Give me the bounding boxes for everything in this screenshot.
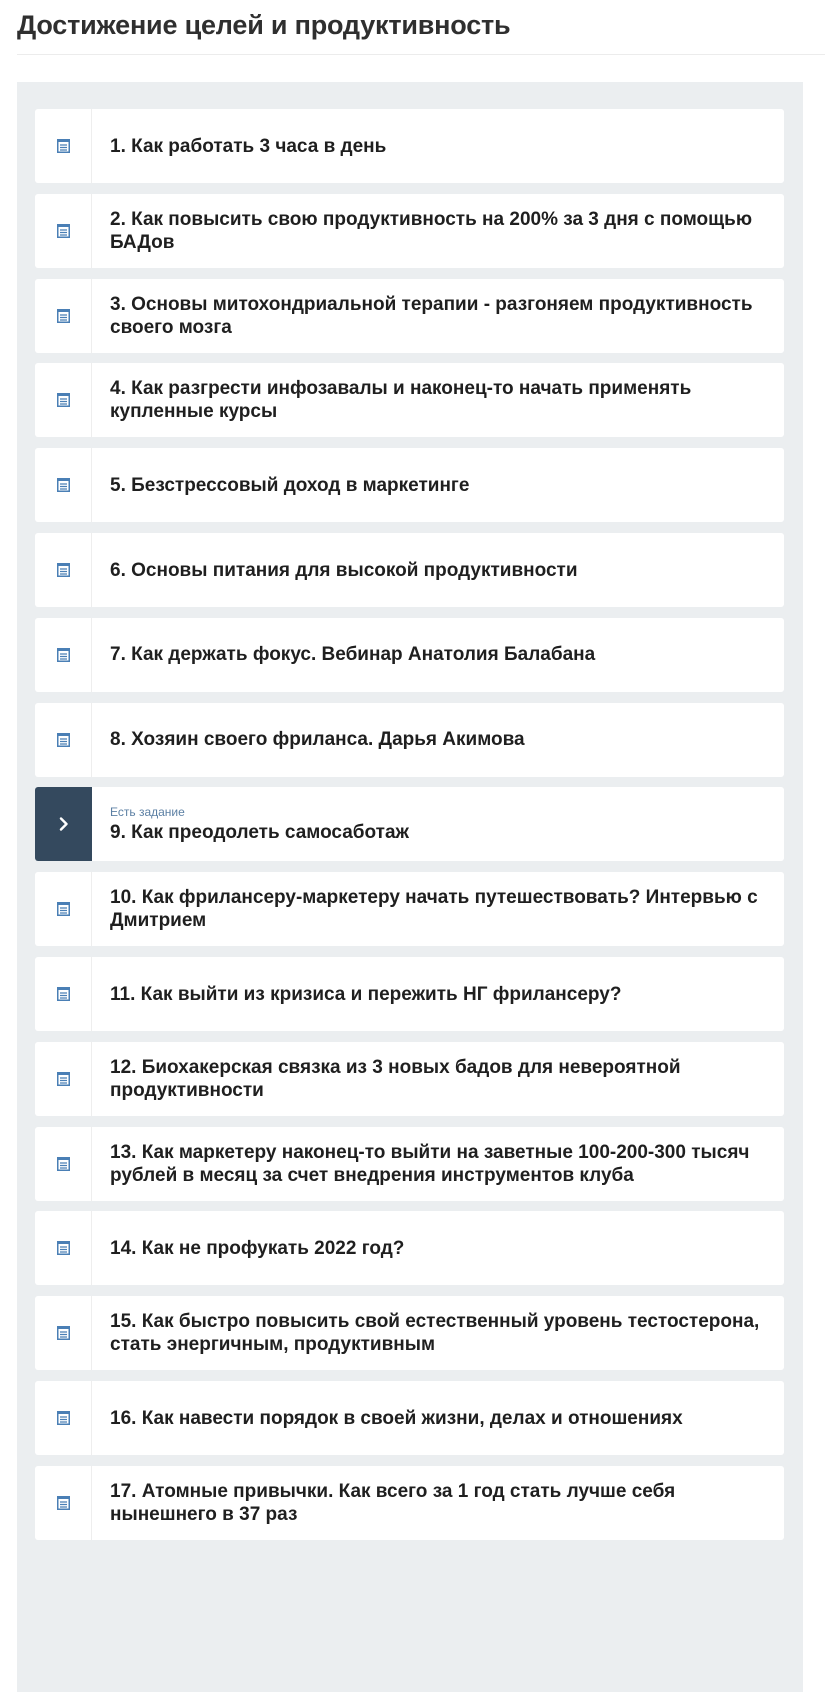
lesson-item[interactable]	[35, 957, 784, 1031]
lesson-text	[110, 194, 772, 268]
lesson-text	[110, 872, 772, 946]
lesson-icon-cell	[35, 194, 92, 268]
lesson-item[interactable]	[35, 1296, 784, 1370]
lesson-icon-cell	[35, 448, 92, 522]
lesson-item[interactable]	[35, 703, 784, 777]
lesson-icon-cell	[35, 363, 92, 437]
lesson-text	[110, 957, 772, 1031]
lesson-title: 15. Как быстро повысить свой естественный уровень тестостерона, стать энергичным, продуктивным	[110, 1311, 760, 1356]
lesson-title: 8. Хозяин своего фриланса. Дарья Акимова	[110, 729, 525, 751]
document-icon	[57, 648, 70, 662]
lesson-icon-cell	[35, 618, 92, 692]
lesson-title: 6. Основы питания для высокой продуктивности	[110, 559, 578, 581]
lesson-icon-cell	[35, 279, 92, 353]
document-icon	[57, 1157, 70, 1171]
lesson-item[interactable]	[35, 194, 784, 268]
lesson-text	[110, 363, 772, 437]
lesson-icon-cell	[35, 1296, 92, 1370]
document-icon	[57, 1326, 70, 1340]
lesson-item[interactable]	[35, 448, 784, 522]
lesson-icon-cell	[35, 787, 92, 861]
lesson-item[interactable]	[35, 279, 784, 353]
lesson-title: 7. Как держать фокус. Вебинар Анатолия Балабана	[110, 644, 596, 666]
lesson-title: 2. Как повысить свою продуктивность на 200% за 3 дня с помощью БАДов	[110, 208, 753, 253]
document-icon	[57, 478, 70, 492]
lesson-text	[110, 1042, 772, 1116]
lesson-title: 11. Как выйти из кризиса и пережить НГ фрилансеру?	[110, 983, 622, 1005]
lesson-text	[110, 109, 772, 183]
lesson-item[interactable]	[35, 872, 784, 946]
document-icon	[57, 1241, 70, 1255]
document-icon	[57, 987, 70, 1001]
lesson-text	[110, 1211, 772, 1285]
document-icon	[57, 393, 70, 407]
lesson-text	[110, 1296, 772, 1370]
lesson-item[interactable]	[35, 1042, 784, 1116]
lesson-title: 12. Биохакерская связка из 3 новых бадов для невероятной продуктивности	[110, 1056, 681, 1101]
lesson-item[interactable]	[35, 363, 784, 437]
lesson-text	[110, 448, 772, 522]
lesson-title: 3. Основы митохондриальной терапии - разгоняем продуктивность своего мозга	[110, 293, 753, 338]
lesson-item[interactable]	[35, 1211, 784, 1285]
lesson-text	[110, 618, 772, 692]
lesson-text	[110, 703, 772, 777]
lesson-item[interactable]	[35, 787, 784, 861]
lesson-title: 9. Как преодолеть самосаботаж	[110, 821, 410, 843]
lesson-icon-cell	[35, 1466, 92, 1540]
lesson-item[interactable]	[35, 533, 784, 607]
lesson-item[interactable]	[35, 1466, 784, 1540]
lesson-item[interactable]	[35, 109, 784, 183]
document-icon	[57, 224, 70, 238]
document-icon	[57, 733, 70, 747]
lesson-item[interactable]	[35, 1381, 784, 1455]
lesson-item[interactable]	[35, 618, 784, 692]
lesson-item[interactable]	[35, 1127, 784, 1201]
lesson-title: 13. Как маркетеру наконец-то выйти на заветные 100-200-300 тысяч рублей в месяц за счет внедрения инструментов клуба	[110, 1141, 750, 1186]
lesson-title: 16. Как навести порядок в своей жизни, делах и отношениях	[110, 1407, 683, 1429]
lesson-icon-cell	[35, 872, 92, 946]
lesson-title: 10. Как фрилансеру-маркетеру начать путешествовать? Интервью с Дмитрием	[110, 887, 758, 932]
document-icon	[57, 1496, 70, 1510]
lesson-text	[110, 1127, 772, 1201]
lesson-text	[110, 787, 772, 861]
lesson-task-badge: Есть задание	[110, 804, 185, 819]
document-icon	[57, 309, 70, 323]
lesson-icon-cell	[35, 1042, 92, 1116]
document-icon	[57, 139, 70, 153]
lesson-title: 17. Атомные привычки. Как всего за 1 год стать лучше себя нынешнего в 37 раз	[110, 1480, 676, 1525]
lesson-icon-cell	[35, 957, 92, 1031]
document-icon	[57, 1072, 70, 1086]
lessons-panel	[17, 82, 803, 1692]
document-icon	[57, 1411, 70, 1425]
lesson-text	[110, 1381, 772, 1455]
lesson-title: 4. Как разгрести инфозавалы и наконец-то начать применять купленные курсы	[110, 378, 692, 423]
lesson-icon-cell	[35, 1381, 92, 1455]
lesson-icon-cell	[35, 1127, 92, 1201]
chevron-right-icon	[59, 817, 69, 831]
lesson-text	[110, 1466, 772, 1540]
lesson-icon-cell	[35, 109, 92, 183]
lesson-title: 5. Безстрессовый доход в маркетинге	[110, 474, 470, 496]
page-title: Достижение целей и продуктивность	[17, 10, 511, 40]
document-icon	[57, 563, 70, 577]
lesson-icon-cell	[35, 533, 92, 607]
page-header	[17, 0, 825, 55]
lesson-text	[110, 279, 772, 353]
lesson-icon-cell	[35, 1211, 92, 1285]
lesson-icon-cell	[35, 703, 92, 777]
lesson-text	[110, 533, 772, 607]
document-icon	[57, 902, 70, 916]
lesson-title: 1. Как работать 3 часа в день	[110, 135, 387, 157]
lesson-title: 14. Как не профукать 2022 год?	[110, 1237, 405, 1259]
